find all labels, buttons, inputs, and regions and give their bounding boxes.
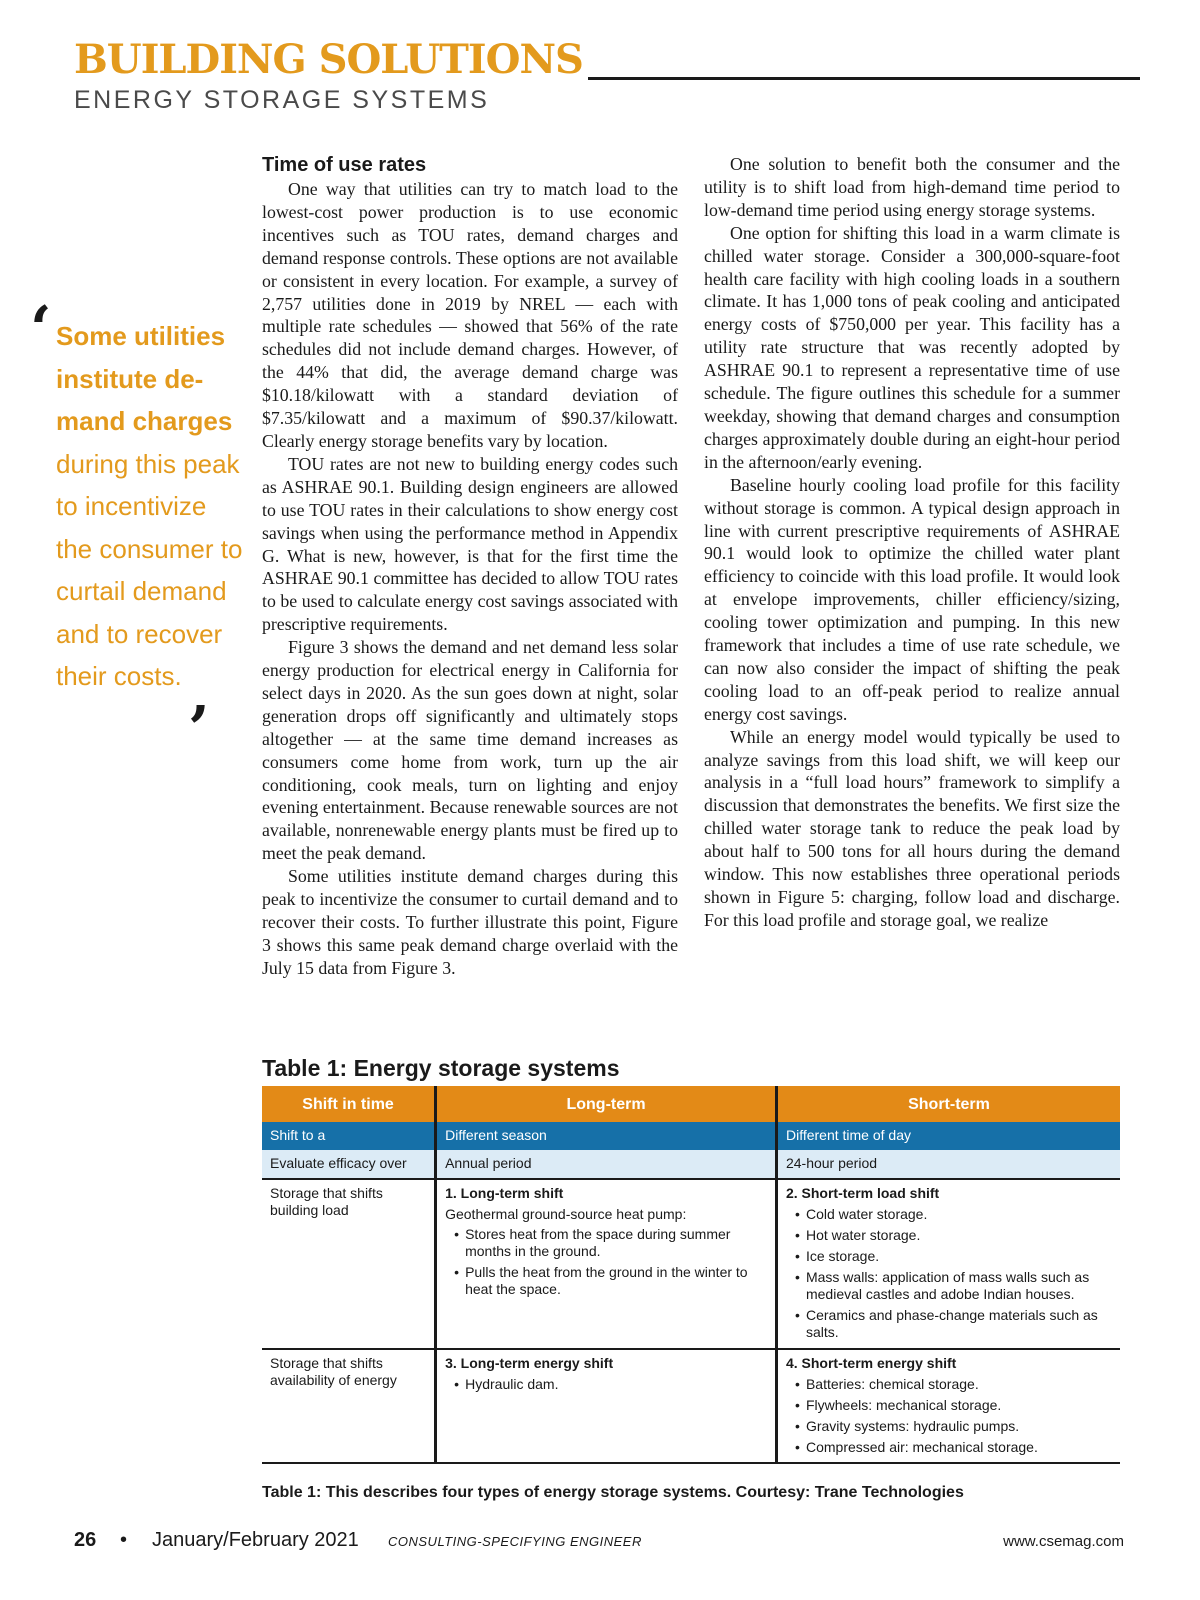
cell-heading: 2. Short-term load shift (785, 1185, 940, 1201)
paragraph: TOU rates are not new to building energy codes such as ASHRAE 90.1. Building design engineers are allowed to use TOU rates in their calculations to show energy cost savings when using the performance method in Appendix G. What is new, however, is that for the first time the ASHRAE 90.1 committee has decided to allow TOU rates to be used to calculate energy cost savings associated with prescriptive requirements. (262, 453, 678, 635)
paragraph: Some utilities institute demand charges during this peak to incentivize the consumer to curtail demand and to recover their costs. To further illustrate this point, Figure 3 shows this same peak demand charge overlaid with the July 15 data from Figure 3. (262, 866, 678, 978)
open-quote-mark: ‘ (30, 292, 52, 365)
table-cell: Annual period (436, 1150, 777, 1179)
table-cell (776, 1349, 1120, 1463)
list-item: • Hot water storage. (806, 1227, 1112, 1244)
pull-quote-text: during this peak to incentivize the consumer to curtail demand and to recover their costs. (56, 448, 243, 691)
table-header-row (262, 1086, 1120, 1122)
table-row (262, 1122, 1120, 1150)
energy-storage-table (262, 1086, 1120, 1464)
table-cell (436, 1179, 777, 1349)
table-caption: Table 1: This describes four types of energy storage systems. Courtesy: Trane Technologies (262, 1484, 964, 1501)
footer-bullet: • (120, 1529, 128, 1551)
paragraph: One option for shifting this load in a warm climate is chilled water storage. Consider a 300,000-square-foot health care facility with high cooling loads in a southern climate. It has 1,000 tons of peak cooling and anticipated energy costs of $750,000 per year. This facility has a utility rate structure that was recently adopted by ASHRAE 90.1 to represent a representative time of use schedule. The figure outlines this schedule for a summer weekday, showing that demand charges and consumption charges approximately double during an eight-hour period in the afternoon/early evening. (704, 222, 1120, 472)
table-cell: Shift to a (262, 1122, 436, 1150)
paragraph: One way that utilities can try to match load to the lowest-cost power production is to use economic incentives such as TOU rates, demand charges and demand response controls. These options are not available or consistent in every location. For example, a survey of 2,757 utilities done in 2019 by NREL — each with multiple rate schedules — showed that 56% of the rate schedules did not include demand charges. However, of the 44% that did, the average demand charge was $10.18/kilowatt with a standard deviation of $7.35/kilowatt and a maximum of $90.37/kilowatt. Clearly energy storage benefits vary by location. (262, 179, 678, 451)
table-cell: Storage that shifts building load (262, 1179, 436, 1349)
list-item: • Ceramics and phase-change materials such as salts. (806, 1307, 1112, 1341)
bullet-list (786, 1376, 1112, 1456)
bullet-list (786, 1206, 1112, 1341)
list-item: • Mass walls: application of mass walls such as medieval castles and adobe Indian houses. (806, 1269, 1112, 1303)
table-cell: 24-hour period (776, 1150, 1120, 1179)
table-cell: Different season (436, 1122, 777, 1150)
section-title: BUILDING SOLUTIONS (74, 36, 583, 83)
header-cell: Long-term (436, 1086, 777, 1122)
table-cell (436, 1349, 777, 1463)
header-rule (588, 77, 1140, 80)
list-item: • Hydraulic dam. (465, 1376, 767, 1393)
cell-heading: 1. Long-term shift (445, 1185, 564, 1201)
list-item: • Ice storage. (806, 1248, 1112, 1265)
table-row (262, 1349, 1120, 1463)
table-title: Table 1: Energy storage systems (262, 1055, 620, 1081)
paragraph: While an energy model would typically be used to analyze savings from this load shift, we will keep our analysis in a “full load hours” framework to simplify a discussion that demonstrates the benefits. We first size the chilled water storage tank to reduce the peak load by about half to 500 tons for all hours during the demand window. This now establishes three operational periods shown in Figure 5: charging, follow load and discharge. For this load profile and storage goal, we realize (704, 726, 1120, 930)
table-cell (776, 1179, 1120, 1349)
article-heading: Time of use rates (262, 154, 427, 176)
website-url[interactable]: www.csemag.com (1003, 1533, 1124, 1550)
pull-quote (56, 315, 246, 698)
list-item: • Cold water storage. (806, 1206, 1112, 1223)
table-cell: Evaluate efficacy over (262, 1150, 436, 1179)
list-item: • Batteries: chemical storage. (806, 1376, 1112, 1393)
cell-heading: 3. Long-term energy shift (445, 1355, 614, 1371)
list-item: • Pulls the heat from the ground in the winter to heat the space. (465, 1264, 767, 1298)
bullet-list (445, 1226, 767, 1298)
list-item: • Gravity systems: hydraulic pumps. (806, 1418, 1112, 1435)
issue-date: January/February 2021 (152, 1529, 359, 1551)
paragraph: One solution to benefit both the consumer and the utility is to shift load from high-demand time period to low-demand time period using energy storage systems. (704, 154, 1120, 220)
header-cell: Shift in time (262, 1086, 436, 1122)
cell-heading: 4. Short-term energy shift (785, 1355, 957, 1371)
magazine-name: CONSULTING-SPECIFYING ENGINEER (388, 1534, 642, 1549)
paragraph: Figure 3 shows the demand and net demand less solar energy production for electrical energy in California for select days in 2020. As the sun goes down at night, solar generation drops off significantly and ultimately stops altogether — at the same time demand increases as consumers come home from work, turn up the air conditioning, cook meals, turn on lighting and enjoy evening entertainment. Because renewable sources are not available, nonrenewable energy plants must be fired up to meet the peak demand. (262, 637, 678, 864)
bullet-list (445, 1376, 767, 1393)
article-column-left (262, 153, 678, 980)
table-row (262, 1179, 1120, 1349)
list-item: • Flywheels: mechanical storage. (806, 1397, 1112, 1414)
header-cell: Short-term (776, 1086, 1120, 1122)
list-item: • Stores heat from the space during summer months in the ground. (465, 1226, 767, 1260)
paragraph: Baseline hourly cooling load profile for this facility without storage is common. A typical design approach in line with current prescriptive requirements of ASHRAE 90.1 would look to optimize the chilled water plant efficiency to coincide with this load profile. It would look at envelope improvements, chiller efficiency/sizing, cooling tower optimization and pumping. In this new framework that includes a time of use rate schedule, we can now also consider the impact of shifting the peak cooling load to an off-peak period to realize annual energy cost savings. (704, 474, 1120, 724)
list-item: • Compressed air: mechanical storage. (806, 1439, 1112, 1456)
section-subtitle: ENERGY STORAGE SYSTEMS (74, 86, 490, 114)
cell-intro: Geothermal ground-source heat pump: (445, 1206, 687, 1222)
close-quote-mark: ’ (188, 692, 210, 765)
table-cell: Different time of day (776, 1122, 1120, 1150)
article-column-right (704, 153, 1120, 932)
table-cell: Storage that shifts availability of energy (262, 1349, 436, 1463)
page-number: 26 (74, 1529, 97, 1551)
table-row (262, 1150, 1120, 1179)
pull-quote-bold: Some utilities institute demand charges (56, 321, 233, 436)
